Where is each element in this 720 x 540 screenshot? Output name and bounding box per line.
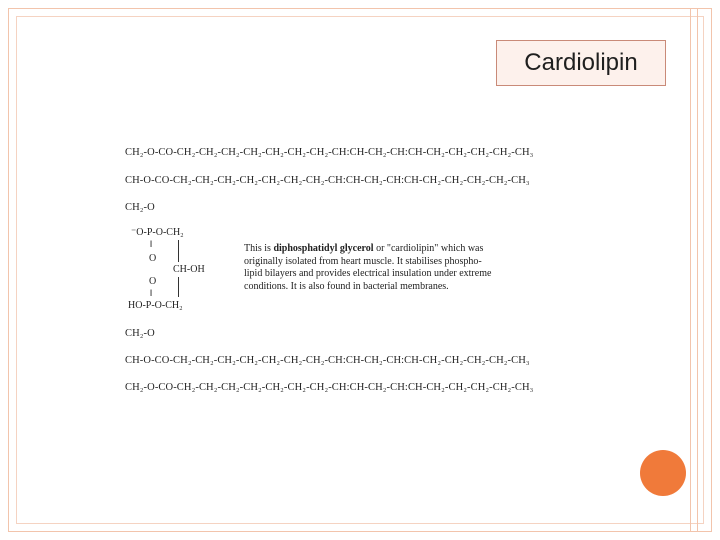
structure-line: CH₂-O-CO-CH₂-CH₂-CH₂-CH₂-CH₂-CH₂-CH₂-CH:CH-CH₂-CH:CH-CH₂-CH₂-CH₂-CH₂-CH₃ xyxy=(125,147,534,158)
structure-line: CH₂-O xyxy=(125,202,155,213)
glycerol-choh: CH-OH xyxy=(173,264,205,275)
note-line: originally isolated from heart muscle. It stabilises phospho- xyxy=(244,255,482,267)
note-line: conditions. It is also found in bacterial membranes. xyxy=(244,280,449,292)
bond-line xyxy=(178,240,179,262)
structure-line: CH-O-CO-CH₂-CH₂-CH₂-CH₂-CH₂-CH₂-CH₂-CH:CH-CH₂-CH:CH-CH₂-CH₂-CH₂-CH₂-CH₃ xyxy=(125,175,530,186)
description-note xyxy=(244,243,540,293)
slide-title: Cardiolipin xyxy=(496,40,666,86)
phosphate-group: HO-P-O-CH₂ xyxy=(128,300,183,311)
structure-line: CH-O-CO-CH₂-CH₂-CH₂-CH₂-CH₂-CH₂-CH₂-CH:CH-CH₂-CH:CH-CH₂-CH₂-CH₂-CH₂-CH₃ xyxy=(125,355,530,366)
bond-line xyxy=(178,277,179,297)
phosphate-group: ⁻O-P-O-CH₂ xyxy=(131,227,184,238)
decorative-rail xyxy=(697,8,698,532)
highlight-term: diphosphatidyl glycerol xyxy=(273,243,374,254)
note-line: lipid bilayers and provides electrical insulation under extreme xyxy=(244,268,492,279)
note-line: This is diphosphatidyl glycerol or "cardiolipin" which was xyxy=(244,243,484,254)
decorative-circle xyxy=(640,450,686,496)
oxygen-label: O xyxy=(149,276,157,287)
double-bond-mark: ‖ xyxy=(150,288,153,298)
structure-line: CH₂-O-CO-CH₂-CH₂-CH₂-CH₂-CH₂-CH₂-CH₂-CH:CH-CH₂-CH:CH-CH₂-CH₂-CH₂-CH₂-CH₃ xyxy=(125,382,534,393)
structure-line: CH₂-O xyxy=(125,328,155,339)
double-bond-mark: ‖ xyxy=(150,239,153,249)
decorative-rail xyxy=(690,8,691,532)
oxygen-label: O xyxy=(149,253,157,264)
